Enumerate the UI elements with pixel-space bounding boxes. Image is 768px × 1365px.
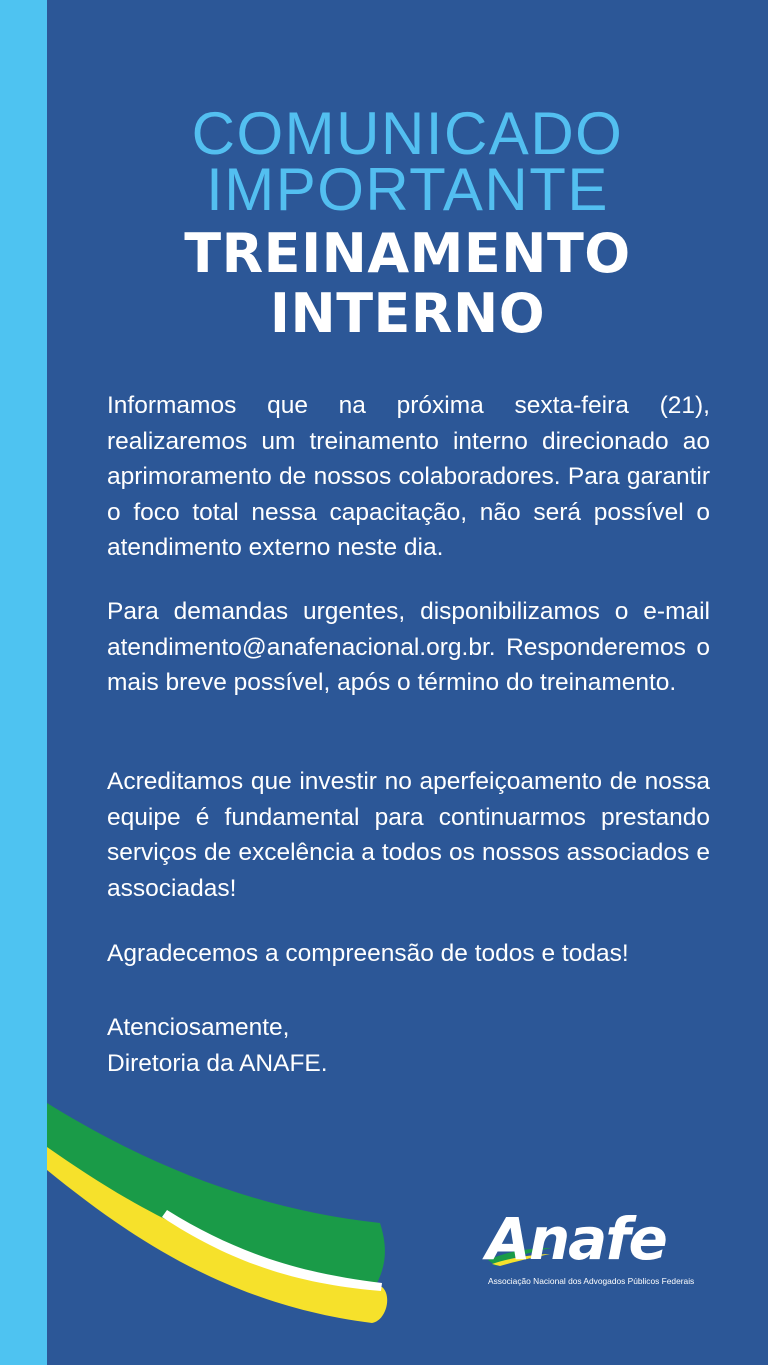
title-line-comunicado: COMUNICADO [191, 100, 624, 167]
title-line-interno: INTERNO [269, 282, 546, 345]
closing-text: Atenciosamente, [107, 1014, 290, 1041]
announcement-header [47, 100, 768, 345]
paragraph-team-investment: Acreditamos que investir no aperfeiçoamento de nossa equipe é fundamental para continuarmos prestando serviços de excelência a todos os nossos associados e associadas! [107, 768, 710, 902]
logo-subtitle: Associação Nacional dos Advogados Públicos Federais [488, 1276, 695, 1286]
signature-block [107, 1010, 710, 1081]
logo-wordmark: Anafe [486, 1205, 666, 1273]
anafe-logo [486, 1205, 701, 1293]
paragraph-training-notice: Informamos que na próxima sexta-feira (21), realizaremos um treinamento interno direcionado ao aprimoramento de nossos colaboradores. Para garantir o foco total nessa capacitação, não será possível o atendimento externo neste dia. [107, 392, 710, 561]
title-line-treinamento: TREINAMENTO [184, 222, 631, 285]
left-accent-bar [0, 0, 47, 1365]
signature-text: Diretoria da ANAFE. [107, 1049, 328, 1077]
paragraph-thanks: Agradecemos a compreensão de todos e todas! [107, 940, 629, 967]
title-line-importante: IMPORTANTE [206, 156, 609, 223]
brazil-flag-ribbon-graphic [47, 1095, 407, 1335]
paragraph-urgent-contact: Para demandas urgentes, disponibilizamos o e-mail atendimento@anafenacional.org.br. Responderemos o mais breve possível, após o término do treinamento. [107, 598, 710, 696]
